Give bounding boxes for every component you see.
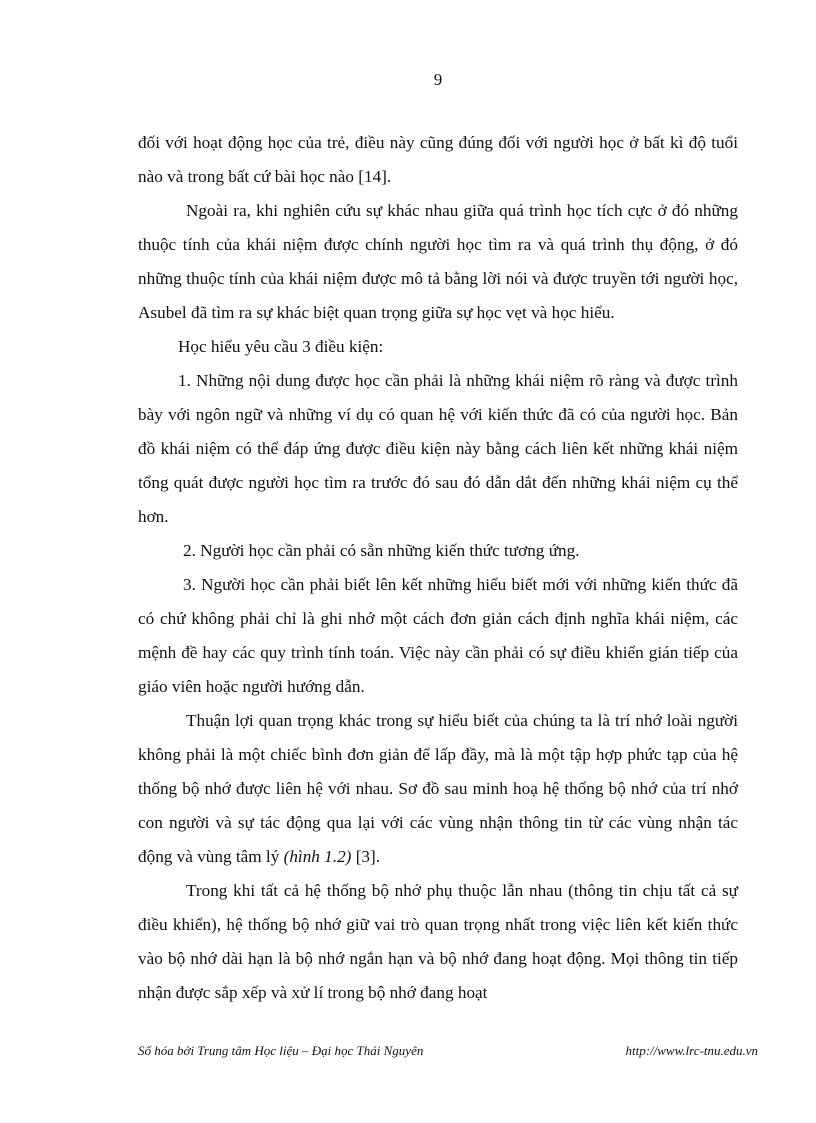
paragraph-asubel: Ngoài ra, khi nghiên cứu sự khác nhau giữa quá trình học tích cực ở đó những thuộc tính của khái niệm được chính người học tìm ra và quá trình thụ động, ở đó những thuộc tính của khái niệm được mô tả bằng lời nói và được truyền tới người học, Asubel đã tìm ra sự khác biệt quan trọng giữa sự học vẹt và học hiểu.: [138, 201, 738, 322]
figure-reference: (hình 1.2): [283, 847, 352, 866]
footer-url: http://www.lrc-tnu.edu.vn: [625, 1043, 758, 1058]
list-item-condition-2: 2. Người học cần phải có sẵn những kiến thức tương ứng.: [183, 541, 580, 560]
paragraph-memory-system: [138, 704, 738, 874]
body-text: [138, 126, 738, 1010]
paragraph-conditions-intro: Học hiểu yêu cầu 3 điều kiện:: [178, 337, 384, 356]
list-item-condition-3: 3. Người học cần phải biết lên kết những hiểu biết mới với những kiến thức đã có chứ không phải chỉ là ghi nhớ một cách đơn giản cách định nghĩa khái niệm, các mệnh đề hay các quy trình tính toán. Việc này cần phải có sự điều khiển gián tiếp của giáo viên hoặc người hướng dẫn.: [138, 575, 738, 696]
paragraph-continuation: đối với hoạt động học của trẻ, điều này cũng đúng đối với người học ở bất kì độ tuổi nào và trong bất cứ bài học nào [14].: [138, 133, 738, 186]
citation-ref: [3].: [351, 847, 381, 866]
footer-digitized-by: Số hóa bởi Trung tâm Học liệu – Đại học Thái Nguyên: [138, 1043, 424, 1058]
paragraph-memory-text: Thuận lợi quan trọng khác trong sự hiểu biết của chúng ta là trí nhớ loài người không phải là một chiếc bình đơn giản để lấp đầy, mà là một tập hợp phức tạp của hệ thống bộ nhớ được liên hệ với nhau. Sơ đồ sau minh hoạ hệ thống bộ nhớ của trí nhớ con người và sự tác động qua lại với các vùng nhận thông tin từ các vùng nhận tác động và vùng tâm lý: [138, 711, 738, 866]
paragraph-memory-dependency: Trong khi tất cả hệ thống bộ nhớ phụ thuộc lẫn nhau (thông tin chịu tất cả sự điều khiển), hệ thống bộ nhớ giữ vai trò quan trọng nhất trong việc liên kết kiến thức vào bộ nhớ dài hạn là bộ nhớ ngắn hạn và bộ nhớ đang hoạt động. Mọi thông tin tiếp nhận được sắp xếp và xử lí trong bộ nhớ đang hoạt: [138, 881, 738, 1002]
list-item-condition-1: 1. Những nội dung được học cần phải là những khái niệm rõ ràng và được trình bày với ngôn ngữ và những ví dụ có quan hệ với kiến thức đã có của người học. Bản đồ khái niệm có thể đáp ứng được điều kiện này bằng cách liên kết những khái niệm tổng quát được người học tìm ra trước đó sau đó dẫn dắt đến những khái niệm cụ thể hơn.: [138, 371, 738, 526]
page-number: 9: [433, 70, 443, 89]
